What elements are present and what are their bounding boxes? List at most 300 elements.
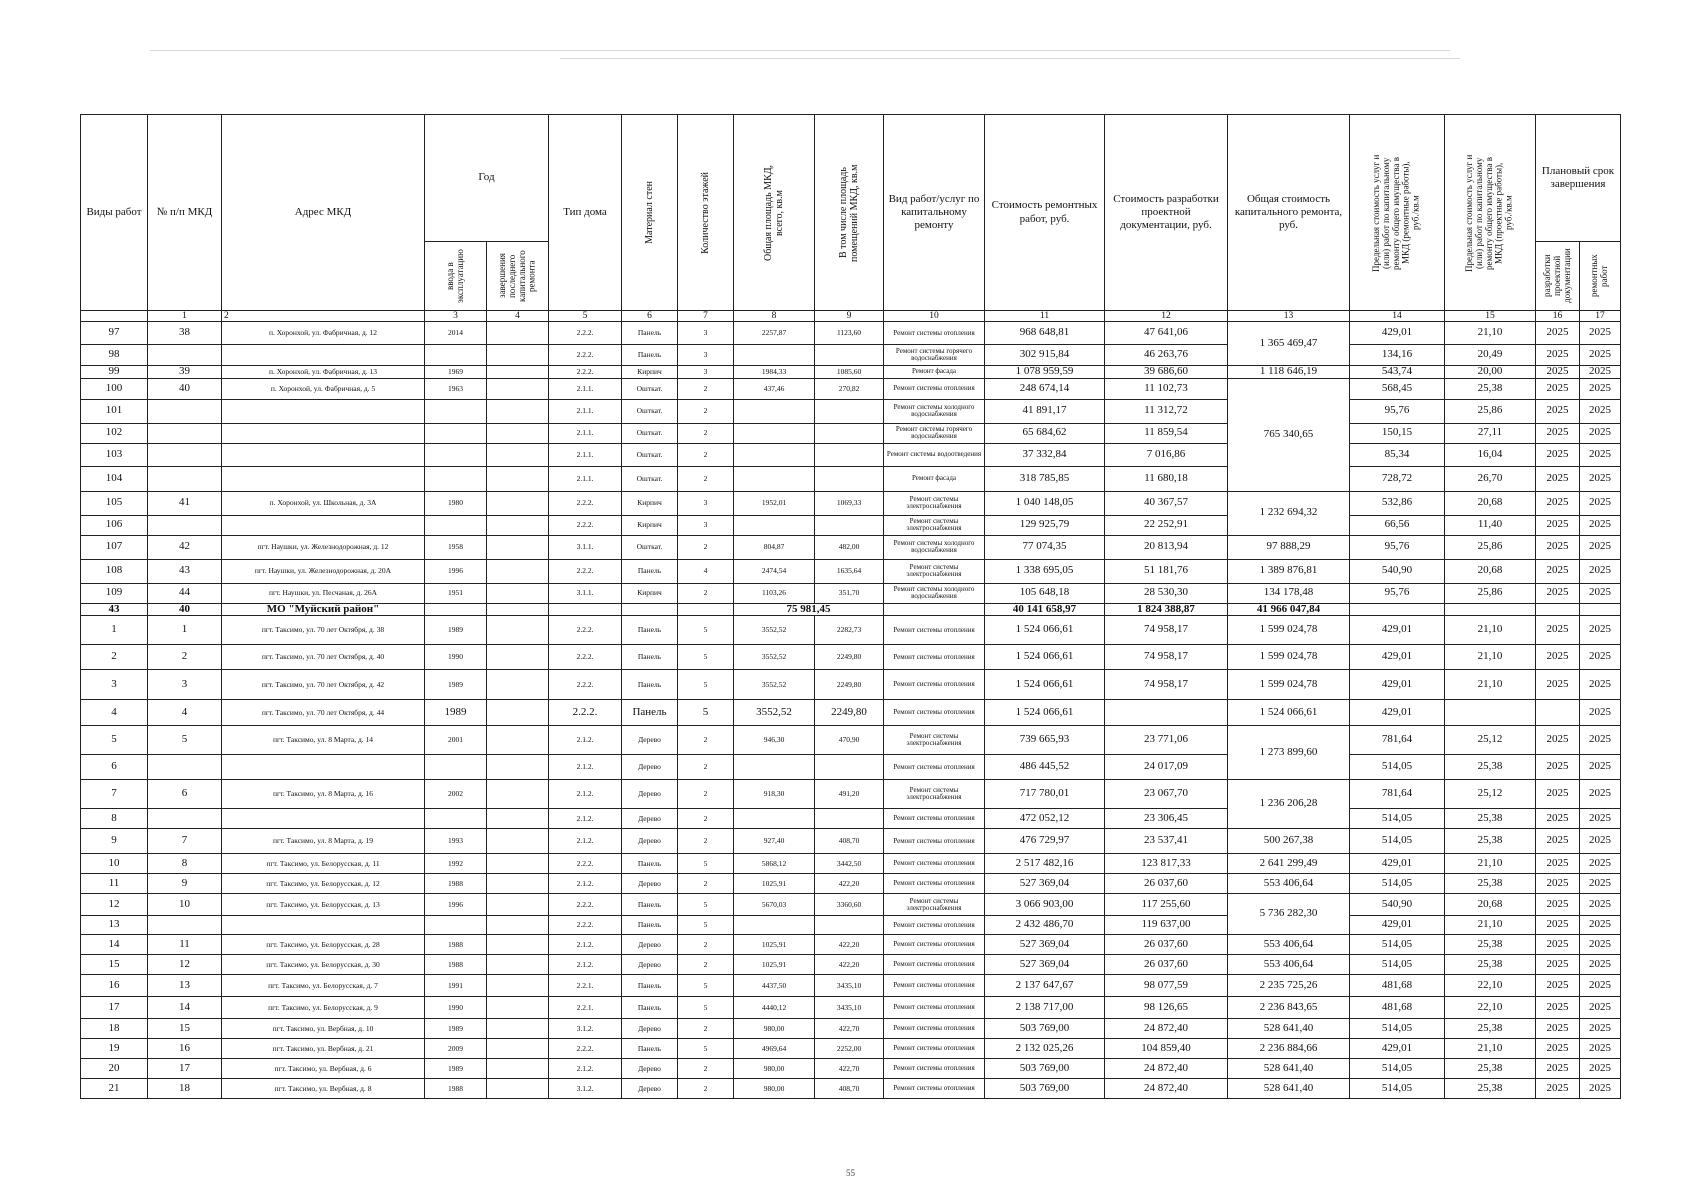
area-premises-cell: 3435,10 xyxy=(815,975,884,997)
mkd-number-cell xyxy=(148,443,222,466)
deadline-design-cell: 2025 xyxy=(1536,378,1580,399)
deadline-repair-cell: 2025 xyxy=(1580,535,1621,559)
deadline-repair-cell: 2025 xyxy=(1580,700,1621,726)
row-index-cell: 108 xyxy=(81,559,148,583)
cost-total-cell: 1 365 469,47 xyxy=(1228,322,1350,366)
work-kind-cell: Ремонт системы отопления xyxy=(884,1059,985,1079)
area-total-cell: 918,30 xyxy=(734,780,815,809)
year-last-repair-cell xyxy=(487,645,549,670)
year-commission-cell: 1963 xyxy=(425,378,487,399)
area-total-cell: 75 981,45 xyxy=(734,603,884,616)
floors-cell: 2 xyxy=(678,378,734,399)
limit-repair-cell: 429,01 xyxy=(1350,1039,1445,1059)
empty-cell xyxy=(678,603,734,616)
limit-repair-cell: 429,01 xyxy=(1350,916,1445,935)
work-kind-cell: Ремонт системы отопления xyxy=(884,616,985,645)
mkd-number-cell: 16 xyxy=(148,1039,222,1059)
work-kind-cell: Ремонт системы водоотведения xyxy=(884,443,985,466)
limit-design-cell: 26,70 xyxy=(1445,466,1536,491)
cost-design-cell: 20 813,94 xyxy=(1105,535,1228,559)
limit-repair-cell: 429,01 xyxy=(1350,670,1445,700)
deadline-repair-cell: 2025 xyxy=(1580,755,1621,780)
limit-design-cell: 25,38 xyxy=(1445,378,1536,399)
row-index-cell: 13 xyxy=(81,916,148,935)
table-row xyxy=(81,645,1621,670)
year-commission-cell: 2002 xyxy=(425,780,487,809)
deadline-repair-cell: 2025 xyxy=(1580,515,1621,535)
deadline-design-cell: 2025 xyxy=(1536,515,1580,535)
year-last-repair-cell xyxy=(487,1059,549,1079)
deadline-repair-cell: 2025 xyxy=(1580,423,1621,443)
limit-repair-cell: 514,05 xyxy=(1350,1019,1445,1039)
limit-repair-cell: 532,86 xyxy=(1350,491,1445,515)
limit-repair-cell: 540,90 xyxy=(1350,894,1445,916)
house-type-cell: 3.1.2. xyxy=(549,1079,622,1099)
row-index-cell: 15 xyxy=(81,955,148,975)
row-index-cell: 16 xyxy=(81,975,148,997)
cost-repair-cell: 318 785,85 xyxy=(985,466,1105,491)
work-kind-cell: Ремонт системы отопления xyxy=(884,645,985,670)
cost-total-cell: 41 966 047,84 xyxy=(1228,603,1350,616)
deadline-design-cell: 2025 xyxy=(1536,345,1580,366)
limit-repair-cell: 540,90 xyxy=(1350,559,1445,583)
house-type-cell: 2.1.2. xyxy=(549,809,622,829)
empty-cell xyxy=(549,603,622,616)
column-number: 3 xyxy=(425,311,487,322)
mkd-number-cell: 12 xyxy=(148,955,222,975)
row-index-cell: 11 xyxy=(81,874,148,894)
mkd-number-cell: 39 xyxy=(148,366,222,379)
header-deadline: Плановый срок завершения xyxy=(1536,115,1621,242)
empty-cell xyxy=(425,603,487,616)
house-type-cell: 2.1.2. xyxy=(549,726,622,755)
cost-design-cell: 24 872,40 xyxy=(1105,1059,1228,1079)
cost-design-cell: 40 367,57 xyxy=(1105,491,1228,515)
wall-material-cell: Панель xyxy=(622,700,678,726)
limit-repair-cell: 66,56 xyxy=(1350,515,1445,535)
limit-design-cell: 21,10 xyxy=(1445,645,1536,670)
house-type-cell: 2.2.2. xyxy=(549,1039,622,1059)
area-premises-cell: 408,70 xyxy=(815,1079,884,1099)
year-commission-cell: 1989 xyxy=(425,1019,487,1039)
limit-repair-cell: 429,01 xyxy=(1350,322,1445,345)
column-number: 8 xyxy=(734,311,815,322)
cost-design-cell: 11 680,18 xyxy=(1105,466,1228,491)
cost-design-cell: 74 958,17 xyxy=(1105,645,1228,670)
empty-cell xyxy=(1580,603,1621,616)
work-kind-cell: Ремонт системы отопления xyxy=(884,975,985,997)
deadline-repair-cell: 2025 xyxy=(1580,997,1621,1019)
floors-cell: 5 xyxy=(678,700,734,726)
deadline-repair-cell: 2025 xyxy=(1580,829,1621,854)
wall-material-cell: Дерево xyxy=(622,1059,678,1079)
house-type-cell: 2.2.2. xyxy=(549,515,622,535)
deadline-repair-cell: 2025 xyxy=(1580,935,1621,955)
deadline-design-cell: 2025 xyxy=(1536,645,1580,670)
limit-repair-cell: 514,05 xyxy=(1350,829,1445,854)
cost-design-cell: 11 859,54 xyxy=(1105,423,1228,443)
area-total-cell: 1025,91 xyxy=(734,935,815,955)
header-limit-design-text: Предельная стоимость услуг и (или) работ по капитальному ремонту общего имущества в МКД (проектные работы), руб./кв.м xyxy=(1464,153,1514,272)
cost-repair-cell: 2 132 025,26 xyxy=(985,1039,1105,1059)
wall-material-cell: Кирпич xyxy=(622,491,678,515)
cost-total-cell: 5 736 282,30 xyxy=(1228,894,1350,935)
cost-repair-cell: 1 338 695,05 xyxy=(985,559,1105,583)
deadline-design-cell: 2025 xyxy=(1536,466,1580,491)
header-year-commission-text: ввода в эксплуатацию xyxy=(444,249,465,303)
floors-cell: 5 xyxy=(678,645,734,670)
wall-material-cell: Ошткат. xyxy=(622,535,678,559)
year-commission-cell: 1989 xyxy=(425,1059,487,1079)
cost-repair-cell: 717 780,01 xyxy=(985,780,1105,809)
house-type-cell: 2.2.2. xyxy=(549,645,622,670)
page-number: 55 xyxy=(846,1168,855,1178)
scan-artifact-line xyxy=(150,50,1450,51)
house-type-cell: 2.1.1. xyxy=(549,466,622,491)
area-total-cell: 980,00 xyxy=(734,1019,815,1039)
deadline-design-cell: 2025 xyxy=(1536,755,1580,780)
cost-design-cell: 11 102,73 xyxy=(1105,378,1228,399)
limit-design-cell: 25,86 xyxy=(1445,583,1536,603)
year-commission-cell: 1988 xyxy=(425,935,487,955)
limit-repair-cell: 481,68 xyxy=(1350,997,1445,1019)
deadline-design-cell: 2025 xyxy=(1536,916,1580,935)
row-index-cell: 104 xyxy=(81,466,148,491)
year-commission-cell xyxy=(425,443,487,466)
year-last-repair-cell xyxy=(487,559,549,583)
mkd-number-cell: 7 xyxy=(148,829,222,854)
table-row xyxy=(81,1039,1621,1059)
mkd-number-cell: 8 xyxy=(148,854,222,874)
header-cost-total: Общая стоимость капитального ремонта, руб. xyxy=(1228,115,1350,311)
address-cell: пгт. Наушки, ул. Железнодорожная, д. 12 xyxy=(222,535,425,559)
address-cell: пгт. Таксимо, ул. Белорусская, д. 30 xyxy=(222,955,425,975)
column-number: 2 xyxy=(222,311,425,322)
deadline-design-cell: 2025 xyxy=(1536,975,1580,997)
header-area-total-text: Общая площадь МКД, всего, кв.м xyxy=(763,164,785,261)
house-type-cell: 2.2.2. xyxy=(549,854,622,874)
row-index-cell: 109 xyxy=(81,583,148,603)
address-cell xyxy=(222,443,425,466)
table-row xyxy=(81,997,1621,1019)
year-commission-cell: 1996 xyxy=(425,559,487,583)
year-last-repair-cell xyxy=(487,535,549,559)
cost-repair-cell: 1 524 066,61 xyxy=(985,616,1105,645)
deadline-repair-cell: 2025 xyxy=(1580,443,1621,466)
area-total-cell: 1984,33 xyxy=(734,366,815,379)
area-premises-cell: 422,70 xyxy=(815,1059,884,1079)
limit-repair-cell: 481,68 xyxy=(1350,975,1445,997)
floors-cell: 2 xyxy=(678,874,734,894)
deadline-design-cell: 2025 xyxy=(1536,829,1580,854)
mkd-number-cell: 40 xyxy=(148,603,222,616)
address-cell: пгт. Таксимо, ул. Вербная, д. 10 xyxy=(222,1019,425,1039)
table-row xyxy=(81,874,1621,894)
header-wall-material xyxy=(622,115,678,311)
year-commission-cell xyxy=(425,515,487,535)
deadline-repair-cell: 2025 xyxy=(1580,645,1621,670)
header-year-commission xyxy=(425,242,487,311)
deadline-design-cell: 2025 xyxy=(1536,874,1580,894)
row-index-cell: 105 xyxy=(81,491,148,515)
limit-repair-cell: 95,76 xyxy=(1350,535,1445,559)
deadline-repair-cell: 2025 xyxy=(1580,366,1621,379)
year-last-repair-cell xyxy=(487,515,549,535)
wall-material-cell: Дерево xyxy=(622,1079,678,1099)
deadline-design-cell: 2025 xyxy=(1536,780,1580,809)
cost-design-cell: 98 077,59 xyxy=(1105,975,1228,997)
cost-design-cell: 74 958,17 xyxy=(1105,670,1228,700)
table-row xyxy=(81,583,1621,603)
area-total-cell: 1025,91 xyxy=(734,874,815,894)
column-number: 10 xyxy=(884,311,985,322)
cost-repair-cell: 2 137 647,67 xyxy=(985,975,1105,997)
wall-material-cell: Панель xyxy=(622,854,678,874)
row-index-cell: 102 xyxy=(81,423,148,443)
area-total-cell xyxy=(734,399,815,423)
cost-repair-cell: 1 524 066,61 xyxy=(985,645,1105,670)
area-total-cell xyxy=(734,466,815,491)
deadline-design-cell: 2025 xyxy=(1536,423,1580,443)
mkd-number-cell: 4 xyxy=(148,700,222,726)
area-total-cell: 4437,50 xyxy=(734,975,815,997)
table-row xyxy=(81,700,1621,726)
header-works: Виды работ xyxy=(81,115,148,311)
cost-design-cell: 1 824 388,87 xyxy=(1105,603,1228,616)
house-type-cell: 2.2.2. xyxy=(549,700,622,726)
deadline-design-cell: 2025 xyxy=(1536,583,1580,603)
house-type-cell: 2.2.2. xyxy=(549,894,622,916)
deadline-design-cell: 2025 xyxy=(1536,894,1580,916)
deadline-repair-cell: 2025 xyxy=(1580,975,1621,997)
mkd-number-cell xyxy=(148,809,222,829)
limit-repair-cell: 514,05 xyxy=(1350,1079,1445,1099)
area-premises-cell: 270,82 xyxy=(815,378,884,399)
row-index-cell: 103 xyxy=(81,443,148,466)
wall-material-cell: Дерево xyxy=(622,809,678,829)
empty-cell xyxy=(1536,603,1580,616)
wall-material-cell: Панель xyxy=(622,916,678,935)
empty-cell xyxy=(884,603,985,616)
deadline-repair-cell: 2025 xyxy=(1580,809,1621,829)
column-number: 4 xyxy=(487,311,549,322)
deadline-repair-cell: 2025 xyxy=(1580,726,1621,755)
limit-repair-cell: 514,05 xyxy=(1350,1059,1445,1079)
row-index-cell: 107 xyxy=(81,535,148,559)
header-year-last-repair-text: завершения последнего капитального ремонта xyxy=(496,250,537,302)
floors-cell: 5 xyxy=(678,894,734,916)
empty-cell xyxy=(1350,603,1445,616)
area-premises-cell: 2249,80 xyxy=(815,670,884,700)
deadline-repair-cell: 2025 xyxy=(1580,1039,1621,1059)
cost-repair-cell: 41 891,17 xyxy=(985,399,1105,423)
area-total-cell xyxy=(734,443,815,466)
area-total-cell: 980,00 xyxy=(734,1059,815,1079)
area-premises-cell xyxy=(815,515,884,535)
year-commission-cell: 2014 xyxy=(425,322,487,345)
work-kind-cell: Ремонт системы электроснабжения xyxy=(884,726,985,755)
area-total-cell: 437,46 xyxy=(734,378,815,399)
area-total-cell: 3552,52 xyxy=(734,645,815,670)
year-commission-cell xyxy=(425,755,487,780)
deadline-design-cell: 2025 xyxy=(1536,1039,1580,1059)
cost-design-cell: 26 037,60 xyxy=(1105,935,1228,955)
house-type-cell: 2.2.2. xyxy=(549,559,622,583)
limit-design-cell: 25,38 xyxy=(1445,1079,1536,1099)
row-index-cell: 9 xyxy=(81,829,148,854)
limit-design-cell: 27,11 xyxy=(1445,423,1536,443)
wall-material-cell: Ошткат. xyxy=(622,399,678,423)
limit-design-cell: 21,10 xyxy=(1445,670,1536,700)
area-total-cell: 4969,64 xyxy=(734,1039,815,1059)
floors-cell: 5 xyxy=(678,670,734,700)
year-commission-cell xyxy=(425,466,487,491)
work-kind-cell: Ремонт системы отопления xyxy=(884,670,985,700)
address-cell: пгт. Таксимо, ул. Белорусская, д. 13 xyxy=(222,894,425,916)
cost-total-cell: 528 641,40 xyxy=(1228,1019,1350,1039)
house-type-cell: 2.2.2. xyxy=(549,616,622,645)
cost-repair-cell: 503 769,00 xyxy=(985,1059,1105,1079)
cost-design-cell: 11 312,72 xyxy=(1105,399,1228,423)
row-index-cell: 7 xyxy=(81,780,148,809)
cost-design-cell: 23 306,45 xyxy=(1105,809,1228,829)
deadline-repair-cell: 2025 xyxy=(1580,670,1621,700)
table-row xyxy=(81,322,1621,345)
area-total-cell: 4440,12 xyxy=(734,997,815,1019)
area-total-cell: 2474,54 xyxy=(734,559,815,583)
floors-cell: 2 xyxy=(678,755,734,780)
row-index-cell: 14 xyxy=(81,935,148,955)
house-type-cell: 2.2.2. xyxy=(549,322,622,345)
year-last-repair-cell xyxy=(487,854,549,874)
wall-material-cell: Панель xyxy=(622,559,678,583)
row-index-cell: 19 xyxy=(81,1039,148,1059)
house-type-cell: 2.1.2. xyxy=(549,955,622,975)
header-deadline-design xyxy=(1536,242,1580,311)
header-floors xyxy=(678,115,734,311)
address-cell xyxy=(222,809,425,829)
area-total-cell xyxy=(734,423,815,443)
floors-cell: 5 xyxy=(678,916,734,935)
area-total-cell: 3552,52 xyxy=(734,670,815,700)
area-total-cell xyxy=(734,345,815,366)
work-kind-cell: Ремонт системы отопления xyxy=(884,854,985,874)
wall-material-cell: Кирпич xyxy=(622,366,678,379)
limit-design-cell: 11,40 xyxy=(1445,515,1536,535)
work-kind-cell: Ремонт системы электроснабжения xyxy=(884,559,985,583)
row-index-cell: 2 xyxy=(81,645,148,670)
table-row xyxy=(81,616,1621,645)
deadline-repair-cell: 2025 xyxy=(1580,616,1621,645)
column-number: 17 xyxy=(1580,311,1621,322)
area-total-cell: 5670,03 xyxy=(734,894,815,916)
limit-design-cell: 25,38 xyxy=(1445,755,1536,780)
deadline-design-cell: 2025 xyxy=(1536,559,1580,583)
area-premises-cell xyxy=(815,755,884,780)
area-premises-cell xyxy=(815,809,884,829)
wall-material-cell: Дерево xyxy=(622,726,678,755)
column-number-row xyxy=(81,311,1621,322)
work-kind-cell: Ремонт фасада xyxy=(884,466,985,491)
address-cell: п. Хоронхой, ул. Школьная, д. 3А xyxy=(222,491,425,515)
house-type-cell: 3.1.1. xyxy=(549,535,622,559)
year-last-repair-cell xyxy=(487,997,549,1019)
wall-material-cell: Панель xyxy=(622,345,678,366)
area-premises-cell xyxy=(815,916,884,935)
cost-repair-cell: 40 141 658,97 xyxy=(985,603,1105,616)
column-number: 1 xyxy=(148,311,222,322)
floors-cell: 2 xyxy=(678,583,734,603)
mkd-number-cell: 14 xyxy=(148,997,222,1019)
mkd-number-cell: 11 xyxy=(148,935,222,955)
limit-repair-cell: 568,45 xyxy=(1350,378,1445,399)
limit-design-cell: 20,49 xyxy=(1445,345,1536,366)
table-row xyxy=(81,466,1621,491)
limit-repair-cell: 429,01 xyxy=(1350,616,1445,645)
wall-material-cell: Дерево xyxy=(622,755,678,780)
cost-repair-cell: 302 915,84 xyxy=(985,345,1105,366)
deadline-repair-cell: 2025 xyxy=(1580,466,1621,491)
area-premises-cell: 2249,80 xyxy=(815,645,884,670)
column-number: 14 xyxy=(1350,311,1445,322)
area-total-cell xyxy=(734,809,815,829)
area-premises-cell: 2252,00 xyxy=(815,1039,884,1059)
address-cell: пгт. Таксимо, ул. 70 лет Октября, д. 42 xyxy=(222,670,425,700)
mkd-number-cell: 6 xyxy=(148,780,222,809)
area-total-cell: 1952,01 xyxy=(734,491,815,515)
cost-design-cell: 23 067,70 xyxy=(1105,780,1228,809)
cost-total-cell: 553 406,64 xyxy=(1228,874,1350,894)
area-total-cell: 1025,91 xyxy=(734,955,815,975)
floors-cell: 2 xyxy=(678,466,734,491)
limit-design-cell: 25,38 xyxy=(1445,1019,1536,1039)
area-total-cell: 2257,87 xyxy=(734,322,815,345)
deadline-design-cell: 2025 xyxy=(1536,535,1580,559)
limit-repair-cell: 514,05 xyxy=(1350,874,1445,894)
cost-total-cell: 1 236 206,28 xyxy=(1228,780,1350,829)
year-commission-cell: 1992 xyxy=(425,854,487,874)
cost-repair-cell: 486 445,52 xyxy=(985,755,1105,780)
wall-material-cell: Дерево xyxy=(622,955,678,975)
area-premises-cell: 408,70 xyxy=(815,829,884,854)
cost-repair-cell: 2 138 717,00 xyxy=(985,997,1105,1019)
cost-total-cell: 528 641,40 xyxy=(1228,1079,1350,1099)
deadline-design-cell: 2025 xyxy=(1536,1059,1580,1079)
work-kind-cell: Ремонт системы электроснабжения xyxy=(884,894,985,916)
district-total-row xyxy=(81,603,1621,616)
area-premises-cell xyxy=(815,466,884,491)
floors-cell: 2 xyxy=(678,726,734,755)
header-deadline-repair-text: ремонтных работ xyxy=(1589,254,1609,298)
house-type-cell: 2.2.2. xyxy=(549,345,622,366)
cost-design-cell: 23 537,41 xyxy=(1105,829,1228,854)
address-cell: пгт. Таксимо, ул. Вербная, д. 8 xyxy=(222,1079,425,1099)
row-index-cell: 99 xyxy=(81,366,148,379)
table-row xyxy=(81,423,1621,443)
header-deadline-design-text: разработки проектной документации xyxy=(1541,248,1572,304)
limit-repair-cell: 429,01 xyxy=(1350,700,1445,726)
mkd-number-cell xyxy=(148,423,222,443)
house-type-cell: 3.1.1. xyxy=(549,583,622,603)
address-cell: пгт. Наушки, ул. Песчаная, д. 26А xyxy=(222,583,425,603)
column-number xyxy=(81,311,148,322)
table-row xyxy=(81,443,1621,466)
row-index-cell: 97 xyxy=(81,322,148,345)
cost-repair-cell: 1 078 959,59 xyxy=(985,366,1105,379)
address-cell: п. Хоронхой, ул. Фабричная, д. 13 xyxy=(222,366,425,379)
area-premises-cell: 3435,10 xyxy=(815,997,884,1019)
work-kind-cell: Ремонт системы горячего водоснабжения xyxy=(884,345,985,366)
